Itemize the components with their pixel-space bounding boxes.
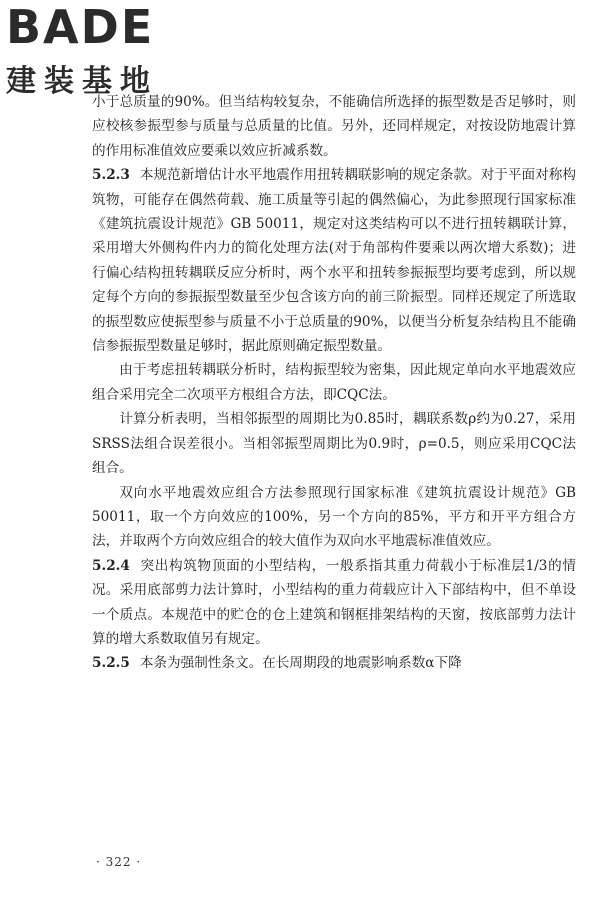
paragraph bbox=[92, 651, 576, 675]
paragraph bbox=[92, 358, 576, 407]
document-body bbox=[92, 90, 576, 676]
paragraph-text: 突出构筑物顶面的小型结构，一般系指其重力荷载小于标准层1/3的情况。采用底部剪力法计算时，小型结构的重力荷载应计入下部结构中，但不单设一个质点。本规范中的贮仓的仓上建筑和钢框排架结构的天窗，按底部剪力法计算的增大系数取值另有规定。 bbox=[92, 557, 576, 647]
paragraph bbox=[92, 554, 576, 652]
logo-main-text bbox=[6, 0, 176, 54]
paragraph bbox=[92, 90, 576, 163]
paragraph-text: 小于总质量的90%。但当结构较复杂，不能确信所选择的振型数是否足够时，则应校核参振型参与质量与总质量的比值。另外，还同样规定，对按设防地震计算的作用标准值效应要乘以效应折减系数。 bbox=[92, 94, 576, 159]
paragraph-text: 双向水平地震效应组合方法参照现行国家标准《建筑抗震设计规范》GB 50011，取一个方向效应的100%，另一个方向的85%，平方和开平方组合方法，并取两个方向效应组合的较大值作为双向水平地震标准值效应。 bbox=[92, 484, 576, 550]
paragraph-text: 本条为强制性条文。在长周期段的地震影响系数α下降 bbox=[139, 655, 462, 672]
paragraph bbox=[92, 407, 576, 480]
paragraph-text: 由于考虑扭转耦联分析时，结构振型较为密集，因此规定单向水平地震效应组合采用完全二次项平方根组合方法，即CQC法。 bbox=[92, 362, 576, 403]
paragraph-text: 本规范新增估计水平地震作用扭转耦联影响的规定条款。对于平面对称构筑物，可能存在偶然荷载、施工质量等引起的偶然偏心，为此参照现行国家标准《建筑抗震设计规范》GB 50011，规定对这类结构可以不进行扭转耦联计算，采用增大外侧构件内力的简化处理方法(对于角部构件要乘以两次增大系数)；进行偏心结构扭转耦联反应分析时，两个水平和扭转参振振型均要考虑到，所以规定每个方向的参振振型数量至少包含该方向的前三阶振型。同样还规定了所选取的振型数应使振型参与质量不小于总质量的90%，以便当分析复杂结构且不能确信参振振型数量足够时，据此原则确定振型数量。 bbox=[92, 167, 576, 355]
paragraph bbox=[92, 481, 576, 554]
section-number: 5.2.3 bbox=[92, 167, 130, 184]
section-number: 5.2.5 bbox=[92, 655, 130, 672]
logo-main-label: BADE bbox=[6, 0, 155, 54]
logo-sub-text: 建装基地 bbox=[6, 64, 158, 99]
section-number: 5.2.4 bbox=[92, 557, 130, 574]
page-number: · 322 · bbox=[96, 855, 142, 869]
paragraph-text: 计算分析表明，当相邻振型的周期比为0.85时，耦联系数ρ约为0.27，采用SRSS法组合误差很小。当相邻振型周期比为0.9时，ρ=0.5，则应采用CQC法组合。 bbox=[92, 411, 576, 477]
bade-logo bbox=[6, 0, 176, 99]
paragraph bbox=[92, 163, 576, 358]
